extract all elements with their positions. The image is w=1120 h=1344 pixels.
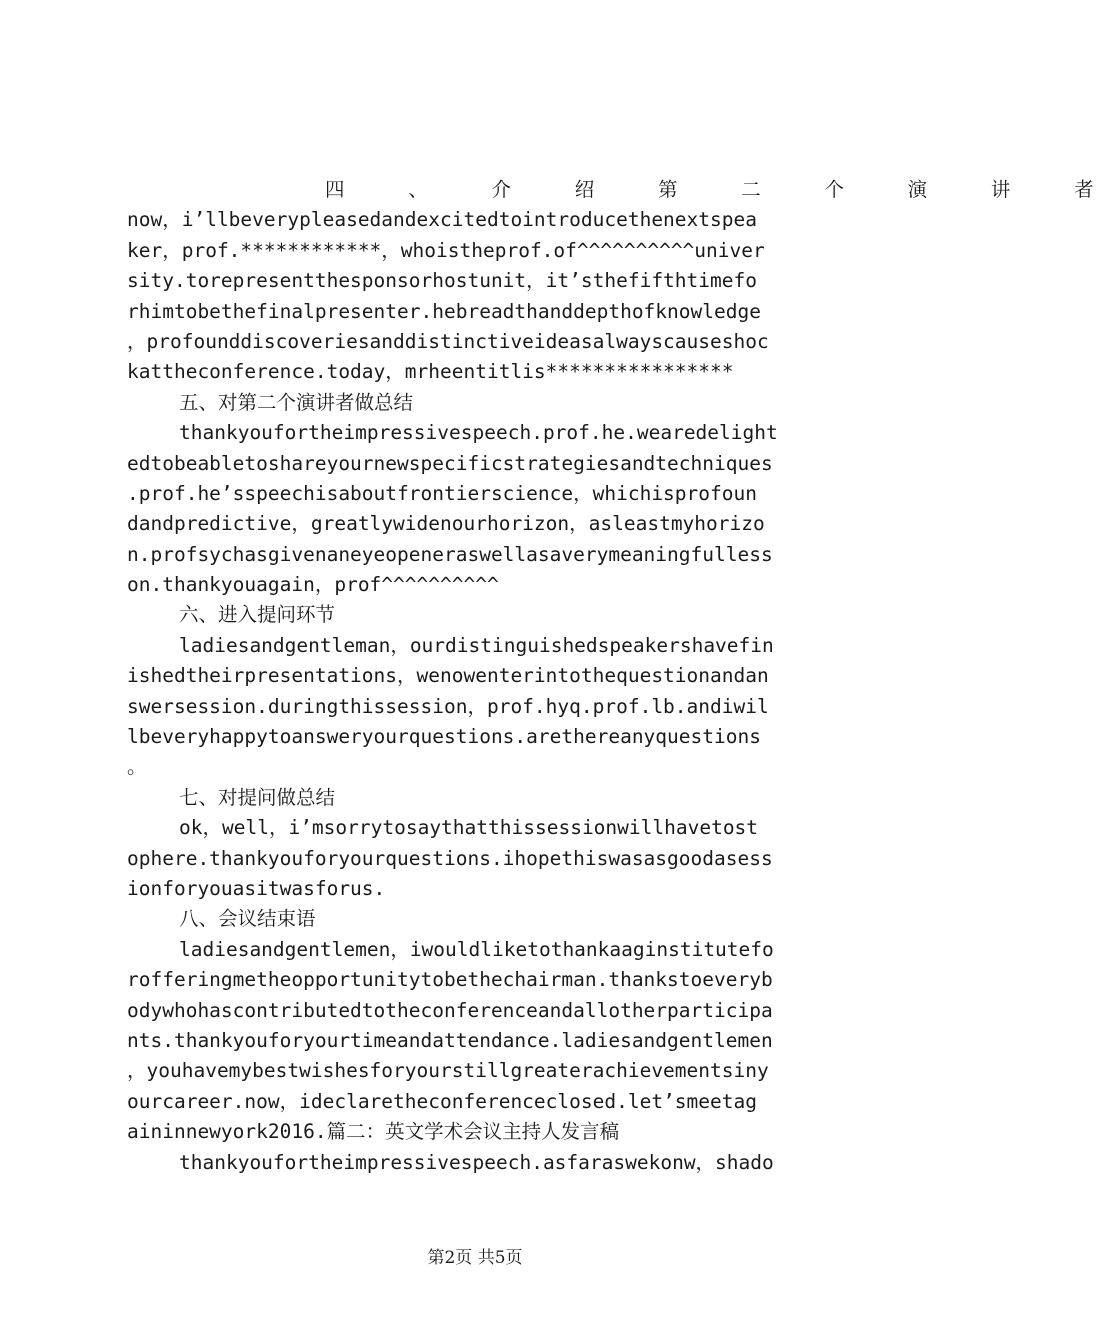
paragraph-start-line: 五、对第二个演讲者做总结 [179, 390, 414, 414]
text-line: aininnewyork2016.篇二：英文学术会议主持人发言稿 [127, 1120, 620, 1144]
text-line: nts.thankyouforyourtimeandattendance.ladiesandgentlemen [127, 1028, 773, 1052]
text-line: on.thankyouagain，prof^^^^^^^^^^ [127, 573, 499, 597]
text-line: ionforyouasitwasforus. [127, 876, 386, 900]
section-heading: 四 、 介 绍 第 二 个 演 讲 者 [325, 178, 1120, 201]
paragraph-start-line: 六、进入提问环节 [179, 603, 336, 627]
text-line: now，i’llbeverypleasedandexcitedtointroducethenextspea [127, 208, 757, 232]
text-line: odywhohascontributedtotheconferenceandallotherparticipa [127, 998, 773, 1022]
paragraph-start-line: 七、对提问做总结 [179, 785, 336, 809]
text-line: ourcareer.now，ideclaretheconferenceclosed.let’smeetag [127, 1089, 757, 1113]
text-line: sity.torepresentthesponsorhostunit，it’sthefifthtimefo [127, 269, 757, 293]
paragraph-start-line: ladiesandgentlemen，iwouldliketothankaaginstitutefo [179, 937, 774, 961]
paragraph-start-line: ok，well，i’msorrytosaythatthissessionwillhavetost [179, 816, 759, 840]
text-line: .prof.he’sspeechisaboutfrontierscience，whichisprofoun [127, 481, 757, 505]
text-line: swersession.duringthissession，prof.hyq.prof.lb.andiwil [127, 694, 769, 718]
text-line: dandpredictive，greatlywidenourhorizon，asleastmyhorizo [127, 512, 765, 536]
text-line: rhimtobethefinalpresenter.hebreadthanddepthofknowledge [127, 299, 761, 323]
text-line: ，profounddiscoveriesanddistinctiveideasalwayscauseshoc [127, 329, 769, 353]
paragraph-start-line: thankyoufortheimpressivespeech.prof.he.wearedelight [179, 421, 778, 445]
text-line: edtobeabletoshareyournewspecificstrategiesandtechniques [127, 451, 773, 475]
document-body [127, 175, 1120, 1178]
text-line: ker，prof.************，whoistheprof.of^^^^^^^^^^univer [127, 238, 765, 262]
text-line: ishedtheirpresentations，wenowenterintothequestionandan [127, 664, 769, 688]
text-line: n.profsychasgivenaneyeopeneraswellasaverymeaningfulless [127, 542, 773, 566]
text-line: 。 [127, 755, 147, 779]
paragraph-start-line: 八、会议结束语 [179, 907, 316, 931]
text-line: lbeveryhappytoansweryourquestions.arethereanyquestions [127, 725, 761, 749]
text-line: kattheconference.today，mrheentitlis**************** [127, 360, 734, 384]
paragraph-start-line: thankyoufortheimpressivespeech.asfaraswekonw，shado [179, 1150, 774, 1174]
paragraph-start-line: ladiesandgentleman，ourdistinguishedspeakershavefin [179, 633, 774, 657]
text-line: rofferingmetheopportunitytobethechairman.thankstoeveryb [127, 968, 773, 992]
page-footer: 第2页 共5页 [427, 1248, 523, 1268]
text-line: ophere.thankyouforyourquestions.ihopethiswasasgoodasess [127, 846, 773, 870]
text-line: ，youhavemybestwishesforyourstillgreaterachievementsiny [127, 1059, 769, 1083]
